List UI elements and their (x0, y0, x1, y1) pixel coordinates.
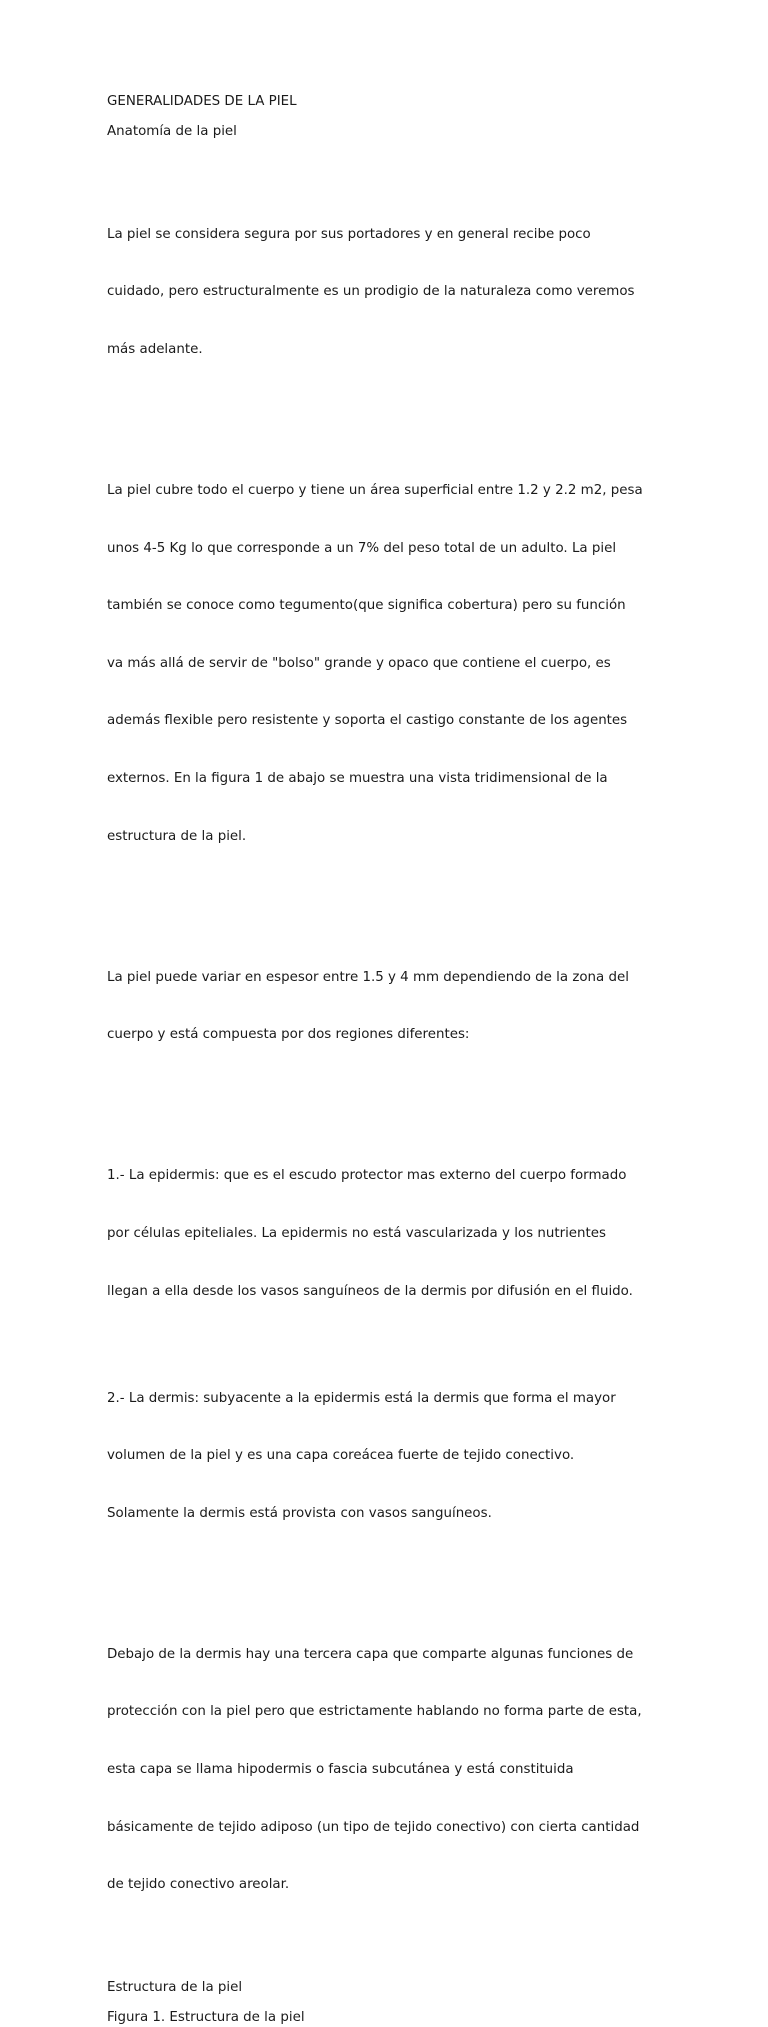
paragraph-skin-coverage (107, 443, 667, 885)
paragraph-line: protección con la piel pero que estrictamente hablando no forma parte de esta, (107, 1704, 642, 1720)
section-heading-anatomy: Anatomía de la piel (107, 124, 237, 140)
figure-caption: Figura 1. Estructura de la piel (107, 2010, 305, 2026)
paragraph-line: Debajo de la dermis hay una tercera capa que comparte algunas funciones de (107, 1646, 634, 1662)
paragraph-line: además flexible pero resistente y soporta el castigo constante de los agentes (107, 713, 628, 729)
paragraph-line: 2.- La dermis: subyacente a la epidermis está la dermis que forma el mayor (107, 1390, 616, 1406)
paragraph-line: volumen de la piel y es una capa coreácea fuerte de tejido conectivo. (107, 1448, 575, 1464)
paragraph-line: estructura de la piel. (107, 828, 247, 844)
paragraph-line: Solamente la dermis está provista con vasos sanguíneos. (107, 1505, 492, 1521)
paragraph-line: de tejido conectivo areolar. (107, 1877, 290, 1893)
paragraph-line: básicamente de tejido adiposo (un tipo de tejido conectivo) con cierta cantidad (107, 1819, 640, 1835)
paragraph-line: La piel se considera segura por sus portadores y en general recibe poco (107, 226, 591, 242)
paragraph-line: La piel puede variar en espesor entre 1.5 y 4 mm dependiendo de la zona del (107, 969, 629, 985)
paragraph-line: externos. En la figura 1 de abajo se muestra una vista tridimensional de la (107, 771, 608, 787)
paragraph-thickness (107, 929, 667, 1083)
paragraph-epidermis (107, 1128, 667, 1339)
paragraph-line: cuidado, pero estructuralmente es un prodigio de la naturaleza como veremos (107, 284, 635, 300)
document-title: GENERALIDADES DE LA PIEL (107, 94, 297, 109)
paragraph-line: también se conoce como tegumento(que significa cobertura) pero su función (107, 598, 626, 614)
paragraph-line: cuerpo y está compuesta por dos regiones diferentes: (107, 1027, 470, 1043)
paragraph-line: llegan a ella desde los vasos sanguíneos de la dermis por difusión en el fluido. (107, 1283, 633, 1299)
document-body (107, 92, 667, 2027)
paragraph-line: más adelante. (107, 342, 203, 358)
paragraph-line: va más allá de servir de "bolso" grande y opaco que contiene el cuerpo, es (107, 655, 611, 671)
section-heading-structure: Estructura de la piel (107, 1979, 243, 1995)
paragraph-line: unos 4-5 Kg lo que corresponde a un 7% del peso total de un adulto. La piel (107, 540, 617, 556)
paragraph-hypodermis (107, 1606, 667, 1932)
paragraph-line: por células epiteliales. La epidermis no está vascularizada y los nutrientes (107, 1225, 606, 1241)
paragraph-line: La piel cubre todo el cuerpo y tiene un área superficial entre 1.2 y 2.2 m2, pesa (107, 483, 643, 499)
paragraph-line: esta capa se llama hipodermis o fascia subcutánea y está constituida (107, 1762, 574, 1778)
paragraph-line: 1.- La epidermis: que es el escudo protector mas externo del cuerpo formado (107, 1168, 627, 1184)
paragraph-dermis (107, 1350, 667, 1561)
paragraph-intro (107, 186, 667, 397)
